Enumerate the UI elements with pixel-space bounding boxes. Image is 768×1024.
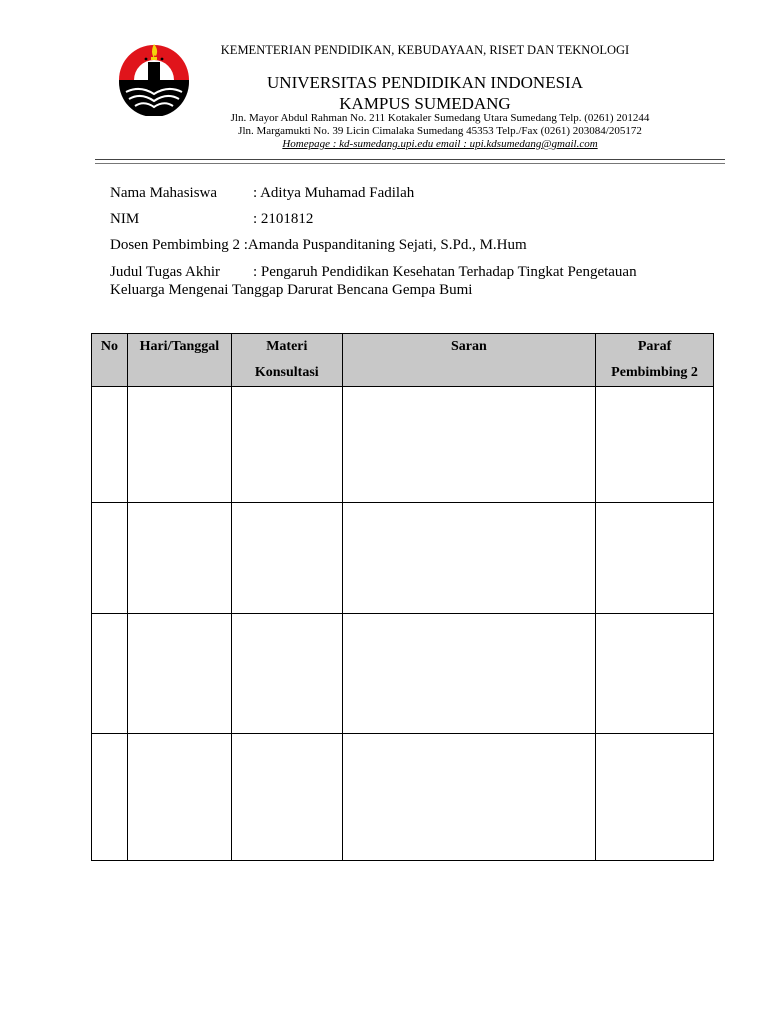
student-name-row [110,184,414,202]
contact-line: Homepage : kd-sumedang.upi.edu email : upi.kdsumedang@gmail.com [282,138,598,150]
cell-saran[interactable] [342,503,595,614]
table-row [92,387,714,503]
cell-saran[interactable] [342,734,595,861]
cell-no[interactable] [92,503,128,614]
ministry-name: KEMENTERIAN PENDIDIKAN, KEBUDAYAAN, RISET DAN TEKNOLOGI [220,43,630,57]
nim-value: : 2101812 [253,211,314,227]
column-header-paraf: Paraf Pembimbing 2 [596,334,714,387]
table-row [92,614,714,734]
table-row [92,734,714,861]
cell-paraf[interactable] [596,734,714,861]
cell-date[interactable] [127,387,231,503]
cell-paraf[interactable] [596,614,714,734]
consultation-table [91,333,714,861]
letterhead-divider-thin [95,163,725,164]
nim-row [110,210,313,228]
address-line-1: Jln. Mayor Abdul Rahman No. 211 Kotakaler Sumedang Utara Sumedang Telp. (0261) 201244 [230,112,650,124]
column-header-materi: Materi Konsultasi [231,334,342,387]
cell-no[interactable] [92,387,128,503]
supervisor-row: Dosen Pembimbing 2 :Amanda Puspanditaning Sejati, S.Pd., M.Hum [110,237,527,253]
cell-no[interactable] [92,614,128,734]
table-row [92,503,714,614]
thesis-title-label: Judul Tugas Akhir [110,264,221,280]
cell-materi[interactable] [231,503,342,614]
column-header-date: Hari/Tanggal [127,334,231,387]
cell-paraf[interactable] [596,503,714,614]
student-name-label: Nama Mahasiswa [110,185,218,201]
cell-no[interactable] [92,734,128,861]
column-header-saran: Saran [342,334,595,387]
letterhead-divider [95,159,725,160]
cell-materi[interactable] [231,387,342,503]
cell-materi[interactable] [231,614,342,734]
upi-logo-icon [116,40,192,116]
cell-date[interactable] [127,503,231,614]
cell-date[interactable] [127,734,231,861]
cell-saran[interactable] [342,614,595,734]
thesis-title-value: : Pengaruh Pendidikan Kesehatan Terhadap Tingkat Pengetauan [253,264,637,280]
cell-saran[interactable] [342,387,595,503]
cell-materi[interactable] [231,734,342,861]
column-header-no: No [92,334,128,387]
thesis-title-continuation: Keluarga Mengenai Tanggap Darurat Bencana Gempa Bumi [110,282,473,298]
campus-name: KAMPUS SUMEDANG [339,94,511,113]
student-name-value: : Aditya Muhamad Fadilah [253,185,415,201]
cell-paraf[interactable] [596,387,714,503]
thesis-title-row [110,263,637,281]
table-header-row [92,334,714,387]
address-line-2: Jln. Margamukti No. 39 Licin Cimalaka Sumedang 45353 Telp./Fax (0261) 203084/205172 [238,125,642,137]
cell-date[interactable] [127,614,231,734]
nim-label: NIM [110,211,140,227]
university-name: UNIVERSITAS PENDIDIKAN INDONESIA [267,73,583,92]
